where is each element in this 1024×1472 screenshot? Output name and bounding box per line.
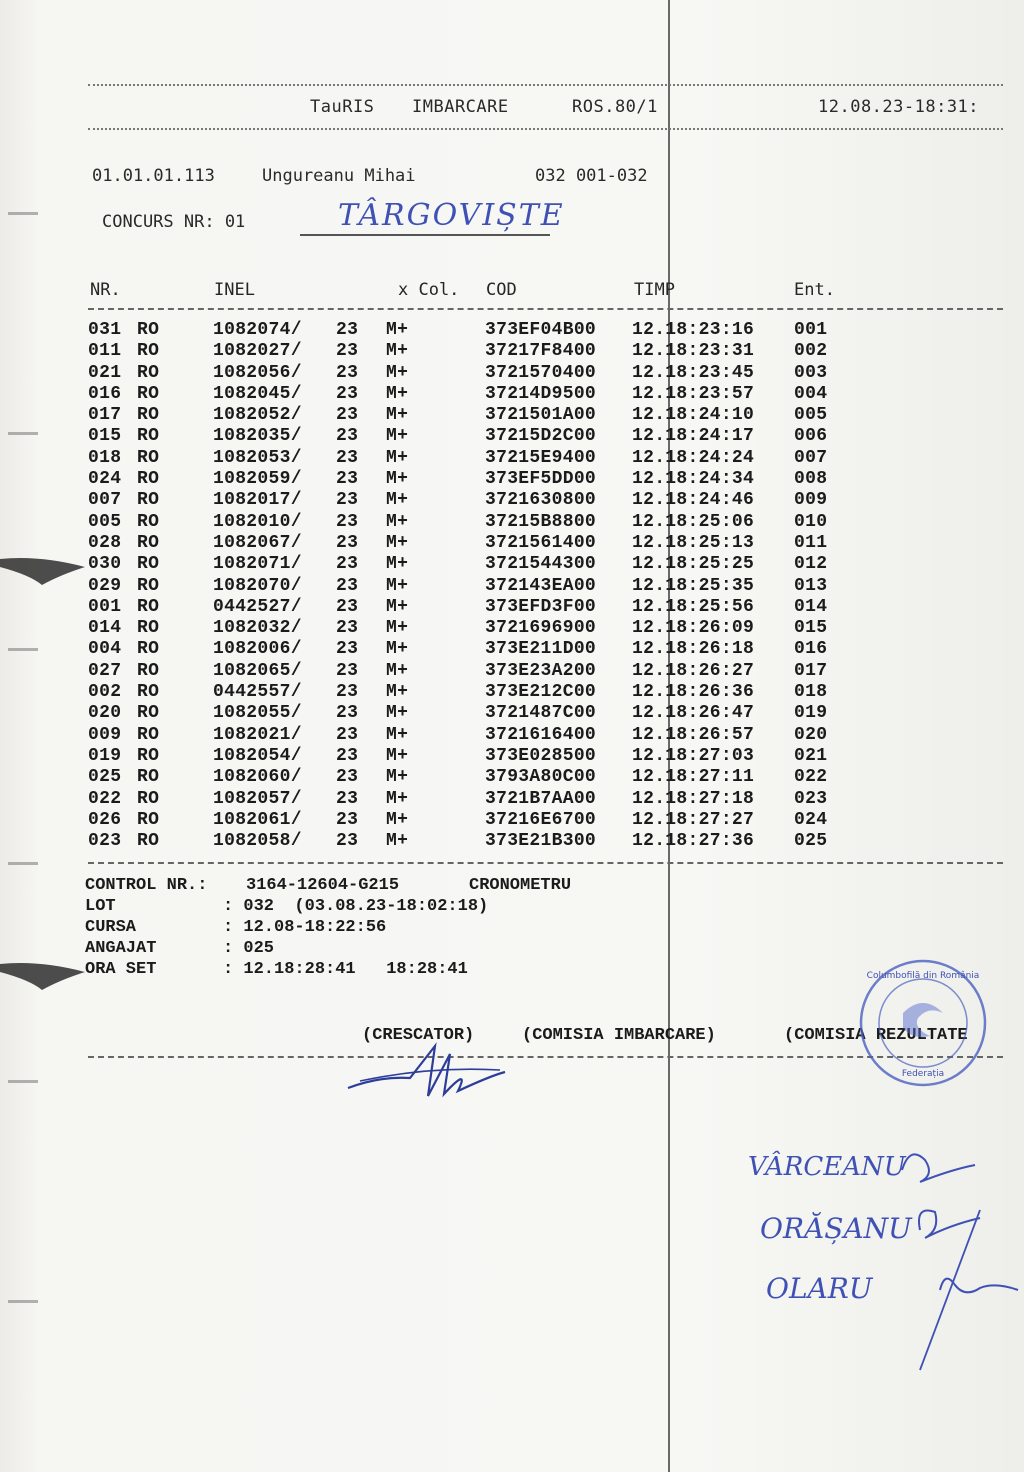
- header-code: ROS.80/1: [572, 97, 658, 117]
- cell-cod: 373EF5DD00: [485, 469, 597, 490]
- cell-col: M+: [386, 405, 409, 426]
- angajat-value: : 025: [223, 939, 275, 958]
- cell-ent: 015: [794, 618, 828, 639]
- cell-ro: RO: [137, 596, 160, 617]
- cell-ro: RO: [137, 618, 160, 639]
- cell-col: M+: [386, 511, 409, 532]
- cell-time: 12.18:24:34: [632, 469, 755, 490]
- cell-inel: 0442527/: [213, 596, 302, 617]
- cell-ro: RO: [137, 511, 160, 532]
- cell-cod: 373E028500: [485, 745, 597, 766]
- table-row: [88, 341, 908, 362]
- separator: [88, 308, 1003, 310]
- cell-inel: 1082057/: [213, 788, 302, 809]
- cell-nr: 004: [88, 639, 122, 660]
- cell-cod: 3793A80C00: [485, 767, 597, 788]
- separator: [88, 862, 1003, 864]
- cell-yr: 23: [336, 554, 359, 575]
- cell-yr: 23: [336, 788, 359, 809]
- punch-mark: [8, 212, 38, 215]
- cell-ro: RO: [137, 703, 160, 724]
- separator: [88, 128, 1003, 130]
- federation-stamp-icon: [858, 958, 988, 1088]
- cell-nr: 016: [88, 383, 122, 404]
- table-row: [88, 746, 908, 767]
- cell-nr: 024: [88, 469, 122, 490]
- cell-cod: 3721B7AA00: [485, 788, 597, 809]
- cell-yr: 23: [336, 511, 359, 532]
- signature-scribble-icon: [340, 1036, 510, 1106]
- cell-ent: 011: [794, 532, 828, 553]
- cell-cod: 37216E6700: [485, 809, 597, 830]
- sig-label-comisia-rezultate: (COMISIA REZULTATE: [784, 1026, 968, 1045]
- cell-ent: 003: [794, 362, 828, 383]
- contest-place-handwritten: TÂRGOVIȘTE: [338, 198, 565, 233]
- col-header-ent: Ent.: [794, 280, 835, 300]
- cell-time: 12.18:26:27: [632, 660, 755, 681]
- cell-cod: 37215E9400: [485, 447, 597, 468]
- svg-text:Federația: Federația: [901, 1069, 945, 1079]
- cell-ro: RO: [137, 788, 160, 809]
- commission-name-1: VÂRCEANU: [748, 1152, 906, 1182]
- cell-cod: 37215D2C00: [485, 426, 597, 447]
- cell-cod: 3721570400: [485, 362, 597, 383]
- header-program: TauRIS: [310, 97, 375, 117]
- cell-ro: RO: [137, 639, 160, 660]
- table-row: [88, 576, 908, 597]
- cell-ent: 020: [794, 724, 828, 745]
- header-module: IMBARCARE: [412, 97, 509, 117]
- cell-ent: 017: [794, 660, 828, 681]
- cell-cod: 372143EA00: [485, 575, 597, 596]
- arrival-table: [88, 320, 908, 852]
- cell-col: M+: [386, 639, 409, 660]
- col-header-nr: NR.: [90, 280, 121, 300]
- cell-nr: 002: [88, 682, 122, 703]
- cell-inel: 1082074/: [213, 320, 302, 340]
- cell-nr: 031: [88, 320, 122, 340]
- cell-col: M+: [386, 703, 409, 724]
- cell-inel: 0442557/: [213, 682, 302, 703]
- col-header-col: x Col.: [398, 280, 460, 300]
- cell-time: 12.18:23:16: [632, 320, 755, 340]
- cell-yr: 23: [336, 426, 359, 447]
- cell-ro: RO: [137, 724, 160, 745]
- cell-ent: 014: [794, 596, 828, 617]
- cell-col: M+: [386, 383, 409, 404]
- cell-yr: 23: [336, 660, 359, 681]
- cell-ent: 025: [794, 831, 828, 852]
- table-row: [88, 661, 908, 682]
- cell-ro: RO: [137, 469, 160, 490]
- cell-nr: 021: [88, 362, 122, 383]
- cell-ro: RO: [137, 341, 160, 362]
- cell-nr: 001: [88, 596, 122, 617]
- cursa-label: CURSA: [85, 918, 137, 937]
- table-row: [88, 448, 908, 469]
- cell-nr: 007: [88, 490, 122, 511]
- cell-ent: 002: [794, 341, 828, 362]
- cell-time: 12.18:23:57: [632, 383, 755, 404]
- cell-nr: 019: [88, 745, 122, 766]
- table-row: [88, 831, 908, 852]
- cell-nr: 015: [88, 426, 122, 447]
- cell-ent: 021: [794, 745, 828, 766]
- cell-nr: 022: [88, 788, 122, 809]
- table-row: [88, 490, 908, 511]
- cell-ro: RO: [137, 682, 160, 703]
- cell-time: 12.18:27:18: [632, 788, 755, 809]
- cell-inel: 1082032/: [213, 618, 302, 639]
- ora-set-value: : 12.18:28:41 18:28:41: [223, 960, 468, 979]
- svg-text:Columbofilă din România: Columbofilă din România: [866, 971, 980, 981]
- cell-yr: 23: [336, 447, 359, 468]
- cell-inel: 1082017/: [213, 490, 302, 511]
- cell-ent: 018: [794, 682, 828, 703]
- cell-ent: 022: [794, 767, 828, 788]
- cell-time: 12.18:26:18: [632, 639, 755, 660]
- cell-inel: 1082058/: [213, 831, 302, 852]
- cell-cod: 37215B8800: [485, 511, 597, 532]
- cell-ent: 009: [794, 490, 828, 511]
- device-label: CRONOMETRU: [469, 876, 572, 895]
- cell-time: 12.18:26:47: [632, 703, 755, 724]
- commission-name-3: OLARU: [766, 1272, 873, 1305]
- cell-col: M+: [386, 447, 409, 468]
- table-row: [88, 384, 908, 405]
- table-row: [88, 682, 908, 703]
- cell-col: M+: [386, 362, 409, 383]
- cell-ro: RO: [137, 447, 160, 468]
- cell-inel: 1082006/: [213, 639, 302, 660]
- cell-col: M+: [386, 745, 409, 766]
- sig-label-crescator: (CRESCATOR): [362, 1026, 475, 1045]
- cell-col: M+: [386, 831, 409, 852]
- fancier-counts: 032 001-032: [535, 166, 648, 186]
- cell-ro: RO: [137, 532, 160, 553]
- cell-time: 12.18:24:46: [632, 490, 755, 511]
- cell-time: 12.18:27:27: [632, 809, 755, 830]
- cell-ro: RO: [137, 745, 160, 766]
- cell-inel: 1082061/: [213, 809, 302, 830]
- punch-mark: [8, 432, 38, 435]
- cell-ent: 004: [794, 383, 828, 404]
- table-row: [88, 810, 908, 831]
- cell-col: M+: [386, 660, 409, 681]
- cell-ent: 023: [794, 788, 828, 809]
- lot-value: : 032 (03.08.23-18:02:18): [223, 897, 489, 916]
- cell-inel: 1082070/: [213, 575, 302, 596]
- cell-time: 12.18:26:57: [632, 724, 755, 745]
- cell-col: M+: [386, 682, 409, 703]
- cell-time: 12.18:23:31: [632, 341, 755, 362]
- cell-yr: 23: [336, 682, 359, 703]
- cell-nr: 018: [88, 447, 122, 468]
- cell-inel: 1082071/: [213, 554, 302, 575]
- cell-yr: 23: [336, 362, 359, 383]
- cell-col: M+: [386, 809, 409, 830]
- cell-inel: 1082060/: [213, 767, 302, 788]
- cell-time: 12.18:25:13: [632, 532, 755, 553]
- binder-clip-icon: [0, 545, 95, 590]
- cell-col: M+: [386, 320, 409, 340]
- cell-ro: RO: [137, 554, 160, 575]
- table-row: [88, 703, 908, 724]
- cell-ro: RO: [137, 320, 160, 340]
- cell-col: M+: [386, 788, 409, 809]
- cell-time: 12.18:24:10: [632, 405, 755, 426]
- cell-yr: 23: [336, 596, 359, 617]
- cell-col: M+: [386, 341, 409, 362]
- cell-col: M+: [386, 767, 409, 788]
- col-header-cod: COD: [486, 280, 517, 300]
- table-row: [88, 320, 908, 341]
- cell-cod: 3721561400: [485, 532, 597, 553]
- cell-cod: 3721487C00: [485, 703, 597, 724]
- cell-nr: 011: [88, 341, 122, 362]
- fancier-name: Ungureanu Mihai: [262, 166, 416, 186]
- cell-ro: RO: [137, 831, 160, 852]
- cell-ro: RO: [137, 490, 160, 511]
- cell-inel: 1082053/: [213, 447, 302, 468]
- lot-label: LOT: [85, 897, 116, 916]
- cell-ro: RO: [137, 575, 160, 596]
- table-row: [88, 469, 908, 490]
- punch-mark: [8, 1080, 38, 1083]
- punch-mark: [8, 648, 38, 651]
- cell-yr: 23: [336, 532, 359, 553]
- cell-nr: 005: [88, 511, 122, 532]
- table-row: [88, 725, 908, 746]
- fancier-id: 01.01.01.113: [92, 166, 215, 186]
- cell-cod: 373EFD3F00: [485, 596, 597, 617]
- table-row: [88, 618, 908, 639]
- cell-ro: RO: [137, 405, 160, 426]
- cell-col: M+: [386, 532, 409, 553]
- cell-yr: 23: [336, 639, 359, 660]
- cell-inel: 1082065/: [213, 660, 302, 681]
- cell-time: 12.18:23:45: [632, 362, 755, 383]
- cell-inel: 1082054/: [213, 745, 302, 766]
- punch-mark: [8, 862, 38, 865]
- cell-inel: 1082055/: [213, 703, 302, 724]
- cell-nr: 014: [88, 618, 122, 639]
- cell-nr: 023: [88, 831, 122, 852]
- cell-yr: 23: [336, 703, 359, 724]
- cell-ent: 012: [794, 554, 828, 575]
- commission-signatures-icon: [880, 1130, 1020, 1380]
- cell-ent: 001: [794, 320, 828, 340]
- control-label: CONTROL NR.:: [85, 876, 208, 895]
- table-row: [88, 426, 908, 447]
- cell-col: M+: [386, 490, 409, 511]
- cell-ro: RO: [137, 383, 160, 404]
- cell-ent: 008: [794, 469, 828, 490]
- cell-nr: 026: [88, 809, 122, 830]
- angajat-label: ANGAJAT: [85, 939, 157, 958]
- sig-label-comisia-imbarcare: (COMISIA IMBARCARE): [522, 1026, 716, 1045]
- cell-cod: 373E211D00: [485, 639, 597, 660]
- header-datetime: 12.08.23-18:31:: [818, 97, 980, 117]
- table-row: [88, 597, 908, 618]
- cell-time: 12.18:25:35: [632, 575, 755, 596]
- cell-ro: RO: [137, 362, 160, 383]
- cell-col: M+: [386, 618, 409, 639]
- cell-yr: 23: [336, 405, 359, 426]
- cell-yr: 23: [336, 341, 359, 362]
- cell-time: 12.18:26:36: [632, 682, 755, 703]
- cell-nr: 009: [88, 724, 122, 745]
- cell-cod: 3721501A00: [485, 405, 597, 426]
- contest-underline: [300, 234, 550, 236]
- contest-label: CONCURS NR: 01: [102, 212, 246, 232]
- control-value: 3164-12604-G215: [246, 876, 400, 895]
- cell-inel: 1082059/: [213, 469, 302, 490]
- cell-time: 12.18:26:09: [632, 618, 755, 639]
- cell-col: M+: [386, 554, 409, 575]
- cell-time: 12.18:25:25: [632, 554, 755, 575]
- cell-ro: RO: [137, 809, 160, 830]
- table-row: [88, 767, 908, 788]
- cell-col: M+: [386, 575, 409, 596]
- table-row: [88, 639, 908, 660]
- cell-time: 12.18:27:03: [632, 745, 755, 766]
- cell-yr: 23: [336, 320, 359, 340]
- cell-inel: 1082010/: [213, 511, 302, 532]
- commission-name-2: ORĂȘANU: [760, 1212, 912, 1245]
- ora-set-label: ORA SET: [85, 960, 157, 979]
- cell-nr: 027: [88, 660, 122, 681]
- cell-ent: 013: [794, 575, 828, 596]
- cell-yr: 23: [336, 831, 359, 852]
- cell-nr: 017: [88, 405, 122, 426]
- cell-col: M+: [386, 469, 409, 490]
- separator: [88, 84, 1003, 86]
- cell-ent: 006: [794, 426, 828, 447]
- cell-yr: 23: [336, 767, 359, 788]
- cell-inel: 1082056/: [213, 362, 302, 383]
- cell-inel: 1082052/: [213, 405, 302, 426]
- cell-yr: 23: [336, 490, 359, 511]
- cell-cod: 373E21B300: [485, 831, 597, 852]
- cell-nr: 028: [88, 532, 122, 553]
- cell-nr: 030: [88, 554, 122, 575]
- cell-cod: 37217F8400: [485, 341, 597, 362]
- cell-inel: 1082027/: [213, 341, 302, 362]
- col-header-timp: TIMP: [634, 280, 675, 300]
- cell-col: M+: [386, 426, 409, 447]
- cell-nr: 020: [88, 703, 122, 724]
- cell-ro: RO: [137, 767, 160, 788]
- cell-cod: 3721544300: [485, 554, 597, 575]
- cursa-value: : 12.08-18:22:56: [223, 918, 387, 937]
- cell-inel: 1082035/: [213, 426, 302, 447]
- table-row: [88, 533, 908, 554]
- cell-time: 12.18:24:17: [632, 426, 755, 447]
- cell-yr: 23: [336, 809, 359, 830]
- cell-inel: 1082021/: [213, 724, 302, 745]
- table-row: [88, 554, 908, 575]
- cell-cod: 37214D9500: [485, 383, 597, 404]
- cell-yr: 23: [336, 724, 359, 745]
- cell-ent: 010: [794, 511, 828, 532]
- cell-cod: 3721616400: [485, 724, 597, 745]
- cell-col: M+: [386, 596, 409, 617]
- cell-time: 12.18:24:24: [632, 447, 755, 468]
- cell-yr: 23: [336, 469, 359, 490]
- cell-ent: 016: [794, 639, 828, 660]
- cell-cod: 373EF04B00: [485, 320, 597, 340]
- footer-block: [85, 876, 685, 996]
- cell-nr: 025: [88, 767, 122, 788]
- table-row: [88, 789, 908, 810]
- cell-yr: 23: [336, 745, 359, 766]
- cell-ent: 019: [794, 703, 828, 724]
- cell-inel: 1082067/: [213, 532, 302, 553]
- cell-cod: 373E23A200: [485, 660, 597, 681]
- cell-yr: 23: [336, 575, 359, 596]
- table-row: [88, 512, 908, 533]
- cell-ent: 024: [794, 809, 828, 830]
- cell-cod: 373E212C00: [485, 682, 597, 703]
- table-row: [88, 405, 908, 426]
- cell-time: 12.18:27:11: [632, 767, 755, 788]
- cell-ro: RO: [137, 660, 160, 681]
- cell-inel: 1082045/: [213, 383, 302, 404]
- cell-ro: RO: [137, 426, 160, 447]
- cell-yr: 23: [336, 383, 359, 404]
- cell-time: 12.18:25:06: [632, 511, 755, 532]
- cell-time: 12.18:25:56: [632, 596, 755, 617]
- punch-mark: [8, 1300, 38, 1303]
- cell-nr: 029: [88, 575, 122, 596]
- cell-yr: 23: [336, 618, 359, 639]
- cell-time: 12.18:27:36: [632, 831, 755, 852]
- col-header-inel: INEL: [214, 280, 255, 300]
- cell-col: M+: [386, 724, 409, 745]
- cell-ent: 007: [794, 447, 828, 468]
- table-row: [88, 363, 908, 384]
- cell-cod: 3721630800: [485, 490, 597, 511]
- cell-cod: 3721696900: [485, 618, 597, 639]
- binder-clip-icon: [0, 950, 95, 995]
- cell-ent: 005: [794, 405, 828, 426]
